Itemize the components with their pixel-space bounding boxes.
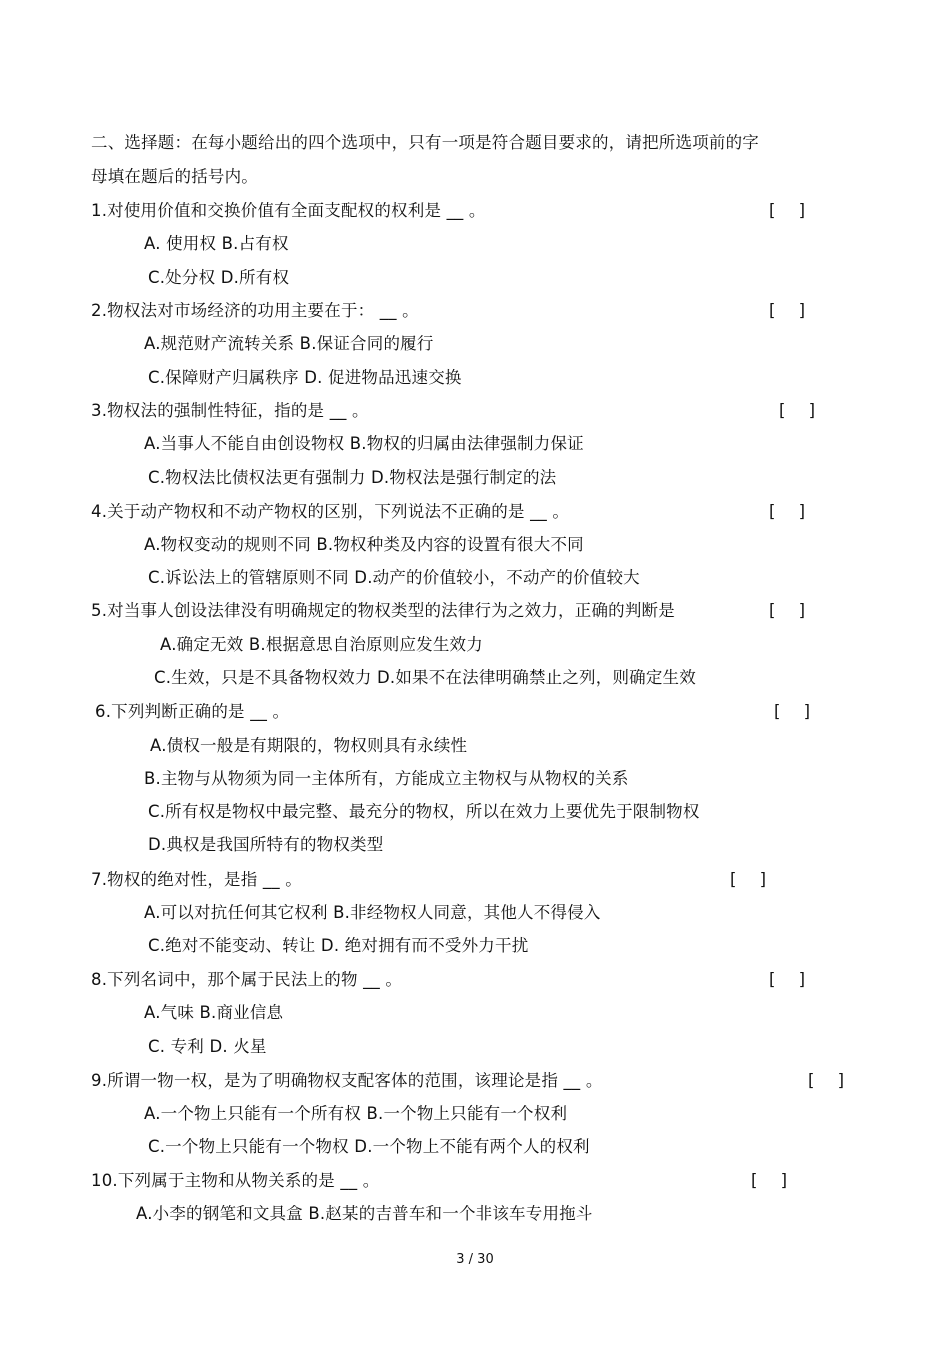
intro-line-1: 二、选择题：在每小题给出的四个选项中，只有一项是符合题目要求的，请把所选项前的字 [91,133,759,152]
question-5-options-line-1: A.确定无效 B.根据意思自治原则应发生效力 [160,635,483,654]
question-6-option-a: A.债权一般是有期限的，物权则具有永续性 [150,736,468,755]
question-2-answer-bracket: [ ] [769,301,806,320]
question-5-answer-bracket: [ ] [769,601,806,620]
question-6-answer-bracket: [ ] [774,702,811,721]
question-9-options-line-2: C.一个物上只能有一个物权 D.一个物上不能有两个人的权利 [148,1137,590,1156]
question-4-options-line-1: A.物权变动的规则不同 B.物权种类及内容的设置有很大不同 [144,535,584,554]
question-2-options-line-1: A.规范财产流转关系 B.保证合同的履行 [144,334,434,353]
question-1-stem: 1.对使用价值和交换价值有全面支配权的权利是 __ 。 [91,201,486,220]
page-indicator: 3 / 30 [456,1252,494,1267]
question-10-answer-bracket: [ ] [751,1171,788,1190]
question-7-answer-bracket: [ ] [730,870,767,889]
question-6-stem: 6.下列判断正确的是 __ 。 [95,702,290,721]
question-7-options-line-1: A.可以对抗任何其它权利 B.非经物权人同意，其他人不得侵入 [144,903,601,922]
question-8-options-line-2: C. 专利 D. 火星 [148,1037,267,1056]
question-5-stem: 5.对当事人创设法律没有明确规定的物权类型的法律行为之效力，正确的判断是 [91,601,675,620]
question-1-answer-bracket: [ ] [769,201,806,220]
question-4-answer-bracket: [ ] [769,502,806,521]
question-3-options-line-1: A.当事人不能自由创设物权 B.物权的归属由法律强制力保证 [144,434,584,453]
question-1-options-line-1: A. 使用权 B.占有权 [144,234,289,253]
question-9-options-line-1: A.一个物上只能有一个所有权 B.一个物上只能有一个权利 [144,1104,568,1123]
question-10-stem: 10.下列属于主物和从物关系的是 __ 。 [91,1171,380,1190]
question-9-answer-bracket: [ ] [808,1071,845,1090]
question-8-answer-bracket: [ ] [769,970,806,989]
question-9-stem: 9.所谓一物一权，是为了明确物权支配客体的范围，该理论是指 __ 。 [91,1071,603,1090]
question-7-options-line-2: C.绝对不能变动、转让 D. 绝对拥有而不受外力干扰 [148,936,529,955]
question-10-options-line-1: A.小李的钢笔和文具盒 B.赵某的吉普车和一个非该车专用拖斗 [136,1204,593,1223]
intro-line-2: 母填在题后的括号内。 [91,167,258,186]
question-3-options-line-2: C.物权法比债权法更有强制力 D.物权法是强行制定的法 [148,468,557,487]
question-7-stem: 7.物权的绝对性，是指 __ 。 [91,870,302,889]
question-4-options-line-2: C.诉讼法上的管辖原则不同 D.动产的价值较小，不动产的价值较大 [148,568,640,587]
question-1-options-line-2: C.处分权 D.所有权 [148,268,290,287]
question-6-option-c: C.所有权是物权中最完整、最充分的物权，所以在效力上要优先于限制物权 [148,802,700,821]
question-6-option-d: D.典权是我国所特有的物权类型 [148,835,384,854]
question-6-option-b: B.主物与从物须为同一主体所有，方能成立主物权与从物权的关系 [144,769,629,788]
question-5-options-line-2: C.生效，只是不具备物权效力 D.如果不在法律明确禁止之列，则确定生效 [154,668,696,687]
question-4-stem: 4.关于动产物权和不动产物权的区别，下列说法不正确的是 __ 。 [91,502,570,521]
question-8-stem: 8.下列名词中，那个属于民法上的物 __ 。 [91,970,403,989]
question-2-stem: 2.物权法对市场经济的功用主要在于： __ 。 [91,301,419,320]
question-3-answer-bracket: [ ] [779,401,816,420]
question-3-stem: 3.物权法的强制性特征，指的是 __ 。 [91,401,369,420]
question-8-options-line-1: A.气味 B.商业信息 [144,1003,284,1022]
question-2-options-line-2: C.保障财产归属秩序 D. 促进物品迅速交换 [148,368,462,387]
